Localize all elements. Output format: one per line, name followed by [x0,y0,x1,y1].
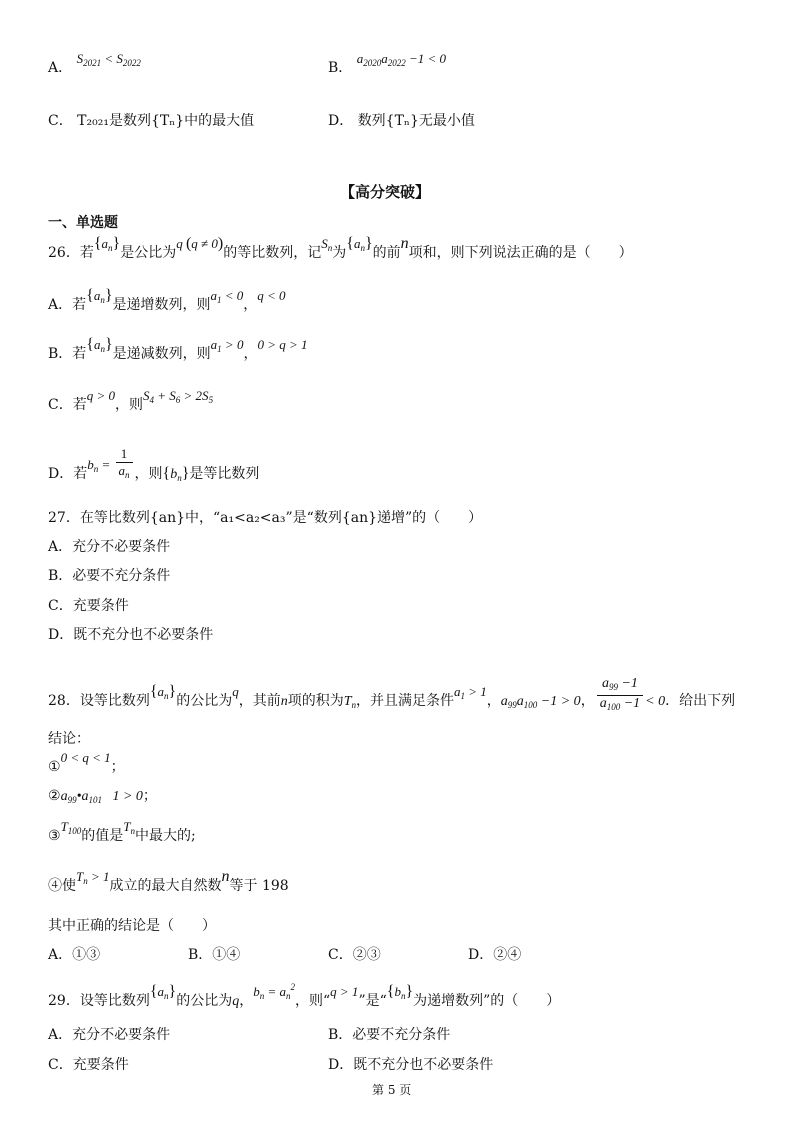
var-q: q [232,994,240,1009]
q29-option-c: C．充要条件 [48,1057,129,1073]
stem-text: ”是“ [358,993,387,1009]
question-number: 28． [48,693,80,709]
option-label: C． [48,113,73,129]
stem-text: 的公比为 [176,693,233,709]
seq-a: $\{a_n\}$ [346,235,373,253]
separator: ， [243,346,258,362]
var-n: n [400,235,409,252]
cond-q: q > 1 [330,984,359,999]
option-label: B． [328,60,353,76]
q29-option-d: D．既不充分也不必要条件 [328,1057,494,1073]
q27-option-b: B．必要不充分条件 [48,568,171,584]
t100: $T_{100}$ [60,819,82,836]
claim-text: 等于 198 [229,878,289,894]
cond-a1: $a_1 > 1$ [454,684,487,701]
seq-a: $\{a_n\}$ [149,683,177,701]
var-q: q [232,684,239,699]
def-b: $b_n = a_n^2$ [253,982,295,1001]
stem-text: 的前 [372,245,401,261]
q29-stem [48,982,561,1015]
option-text: ，则 [134,466,163,482]
option-text: 是递减数列，则 [112,346,211,362]
stem-text: 若 [79,245,94,261]
prev-option-b [328,51,447,82]
option-label: A．若 [48,297,87,313]
seq-a: $\{a_n\}$ [86,287,113,305]
cond-q: q > 0 [86,388,115,403]
cond-tn: $T_n > 1$ [76,869,110,886]
q28-option-d: D．②④ [468,947,522,963]
prod-t: $T_n$ [123,819,136,836]
stem-text: ，则“ [294,993,331,1009]
claim-marker: ④使 [48,878,76,894]
claim-2-math: $a_{99}•a_{101}$ 1 > 0 [60,789,143,805]
q28-stem: 28．设等比数列$\{a_n\}$的公比为q，其前n项的积为$T_n$，并且满足条件$a_1 > 1$，$a_{99}a_{100} -1 > 0$， $\frac{a_{99} -1}{a_{100} -1}$ < 0．给出下列 [48,676,736,712]
option-label: A． [48,60,73,76]
prev-option-c [48,111,254,131]
claim-marker: ② [48,788,61,804]
stem-text: 的公比为 [176,993,233,1009]
question-number: 27． [48,510,80,526]
def-b: $b_n$ = $\frac{1}{a_n}$ [87,457,134,472]
q28-option-a: A．①③ [48,947,101,963]
stem-text: 项的积为 [287,693,344,709]
claim-marker: ① [48,759,61,775]
option-text: 是等比数列 [189,466,260,482]
q28-stem-cont: 结论： [48,731,90,747]
claim-1-math: 0 < q < 1 [60,750,111,765]
q27-stem [48,508,482,528]
stem-text: ．给出下列 [665,693,736,709]
stem-text: ，其前 [238,693,281,709]
separator: ， [243,297,258,313]
stem-text: 是公比为 [120,245,177,261]
q26-stem [48,235,633,267]
cond-a1: $a_1 < 0$ [210,288,244,305]
q28-option-b: B．①④ [188,947,241,963]
option-label: B．若 [48,346,87,362]
q28-claim-1: ①0 < q < 1； [48,750,125,775]
q26-option-d [48,446,260,492]
claim-text: 的值是 [81,828,124,844]
claim-text: 成立的最大自然数 [109,878,222,894]
prev-option-d [328,111,475,131]
stem-text: ， [239,993,254,1009]
stem-text: 项和，则下列说法正确的是（ ） [408,245,633,261]
var-n: n [280,694,288,709]
q26-option-c [48,388,214,419]
stem-text: 的等比数列，记 [223,245,322,261]
stem-text: 设等比数列 [79,993,150,1009]
seq-b: $\{b_n\}$ [162,465,190,483]
cond-q: 0 > q > 1 [257,337,308,352]
option-label: C．若 [48,397,87,413]
option-b-math: $a_{2020}a_{2022} -1 < 0$ [356,51,447,68]
option-a-math: $S_{2021} < S_{2022}$ [76,51,141,68]
q28-claim-2: $②a_{99}•a_{101}$ 1 > 0； [48,788,157,805]
q27-option-a: A．充分不必要条件 [48,539,171,555]
page-number: 第 5 页 [372,1083,412,1097]
prev-option-a [48,51,141,82]
seq-a: $\{a_n\}$ [93,235,121,253]
prod-t: $T_n$ [343,694,356,710]
var-n: n [221,868,230,885]
q28-claim-3 [48,819,196,850]
q26-option-a [48,287,286,319]
stem-text: 设等比数列 [79,693,150,709]
option-label: D． [328,113,354,129]
option-text: ，则 [115,397,143,413]
stem-text: 在等比数列{an}中，“a₁<a₂<a₃”是“数列{an}递增”的（ ） [79,510,483,526]
cond-a1: $a_1 > 0$ [210,337,244,354]
cond-product: $a_{99}a_{100} -1 > 0$ [500,694,581,710]
q28-ask: 其中正确的结论是（ ） [48,918,216,934]
question-number: 26． [48,245,80,261]
option-d-text: 数列{Tₙ}无最小值 [357,113,475,129]
section-title: 【高分突破】 [340,183,431,201]
q26-option-b [48,336,308,368]
seq-a: $\{a_n\}$ [149,983,177,1001]
section-subtitle: 一、单选题 [48,215,118,231]
stem-text: ，并且满足条件 [356,693,454,709]
stem-text: 为递增数列”的（ ） [413,993,561,1009]
q29-option-b: B．必要不充分条件 [328,1027,451,1043]
sum-s: $S_n$ [321,236,333,253]
claim-marker: ③ [48,828,61,844]
seq-b: $\{b_n\}$ [386,983,414,1001]
stem-text: 为 [332,245,347,261]
q28-claim-4 [48,868,289,900]
option-text: 是递增数列，则 [112,297,211,313]
q29-option-a: A．充分不必要条件 [48,1027,171,1043]
q28-option-c: C．②③ [328,947,381,963]
q27-option-c: C．充要条件 [48,598,129,614]
cond-q: q < 0 [257,288,286,303]
ratio-q: q (q ≠ 0) [176,235,224,252]
sum-inequality: $S_4 + S_6 > 2S_5$ [143,388,214,405]
option-label: D．若 [48,466,88,482]
question-number: 29． [48,993,80,1009]
claim-text: 中最大的; [135,828,196,844]
cond-fraction: $\frac{a_{99} -1}{a_{100} -1}$ < 0 [595,694,665,709]
seq-a: $\{a_n\}$ [86,336,113,354]
q27-option-d: D．既不充分也不必要条件 [48,627,214,643]
option-c-text: T₂₀₂₁是数列{Tₙ}中的最大值 [77,113,255,129]
